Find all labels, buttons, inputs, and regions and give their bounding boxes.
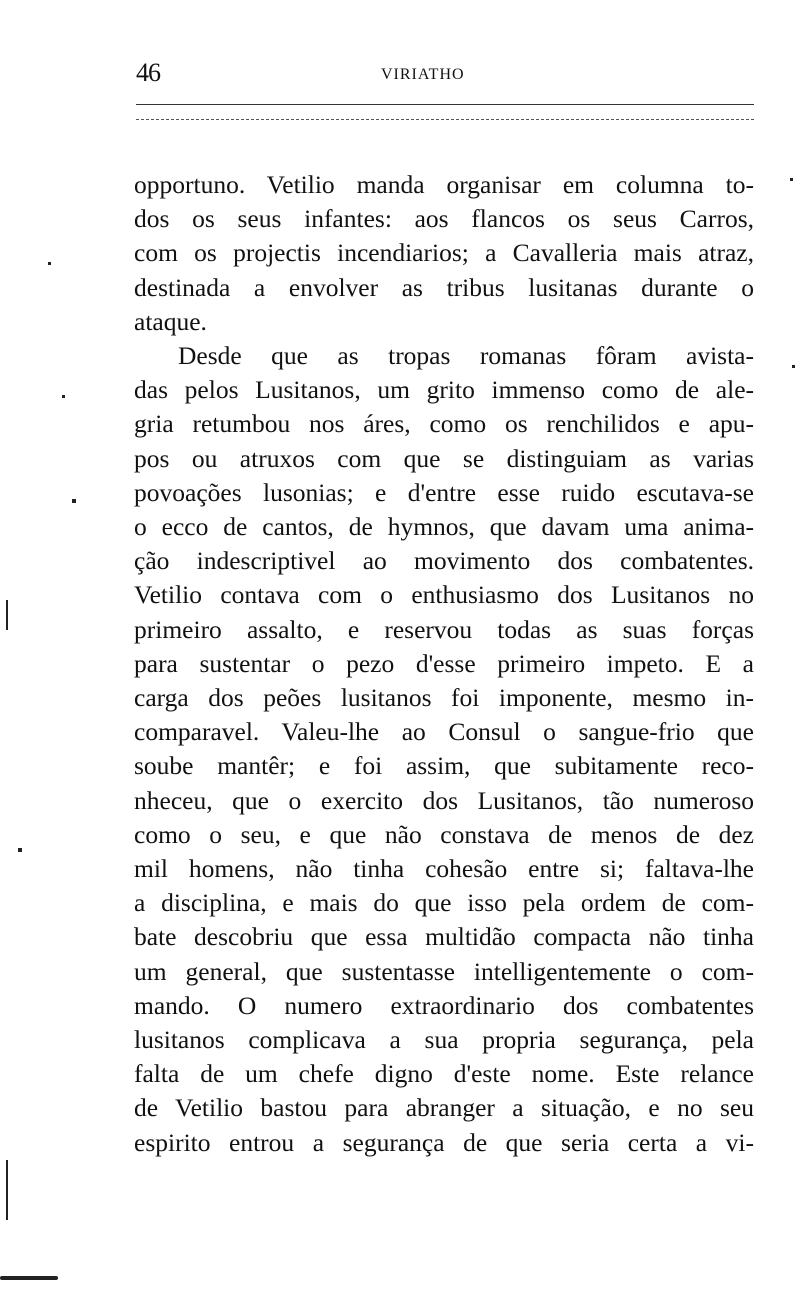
- text-line: Desde que as tropas romanas fôram avista-: [178, 341, 754, 371]
- scan-speck: [6, 600, 8, 630]
- text-line: como o seu, e que não constava de menos de dez: [134, 819, 754, 849]
- text-line: Vetilio contava com o enthusiasmo dos Lusitanos no: [134, 580, 754, 610]
- text-line: mil homens, não tinha cohesão entre si; faltava-lhe: [134, 854, 754, 884]
- page-header: [136, 58, 756, 90]
- header-rule: [136, 104, 754, 105]
- body-text: [134, 168, 754, 1160]
- text-line: soube mantêr; e foi assim, que subitamente reco-: [134, 751, 754, 781]
- scan-speck: [792, 365, 795, 368]
- paragraph-1: [134, 168, 754, 339]
- text-line: dos os seus infantes: aos flancos os seus Carros,: [134, 204, 754, 234]
- text-line: nheceu, que o exercito dos Lusitanos, tão numeroso: [134, 785, 754, 815]
- scan-speck: [62, 395, 65, 398]
- text-line: falta de um chefe digno d'este nome. Este relance: [134, 1059, 754, 1089]
- text-line: com os projectis incendiarios; a Cavalleria mais atraz,: [134, 238, 754, 268]
- running-title: VIRIATHO: [381, 66, 465, 83]
- text-line: destinada a envolver as tribus lusitanas durante o: [134, 272, 754, 302]
- text-line: pos ou atruxos com que se distinguiam as varias: [134, 443, 754, 473]
- scan-speck: [18, 848, 22, 852]
- text-line: de Vetilio bastou para abranger a situação, e no seu: [134, 1093, 754, 1123]
- text-line: para sustentar o pezo d'esse primeiro impeto. E a: [134, 648, 754, 678]
- text-line: mando. O numero extraordinario dos combatentes: [134, 990, 754, 1020]
- scan-speck: [6, 1160, 8, 1220]
- scan-speck: [72, 499, 76, 503]
- text-line: um general, que sustentasse intelligentemente o com-: [134, 956, 754, 986]
- page-number: 46: [136, 58, 160, 87]
- text-line: primeiro assalto, e reservou todas as suas forças: [134, 614, 754, 644]
- text-line: bate descobriu que essa multidão compacta não tinha: [134, 922, 754, 952]
- text-line: ção indescriptivel ao movimento dos combatentes.: [134, 546, 754, 576]
- text-line: opportuno. Vetilio manda organisar em columna to-: [134, 170, 754, 199]
- text-line: povoações lusonias; e d'entre esse ruido escutava-se: [134, 477, 754, 507]
- scan-speck: [790, 178, 793, 181]
- text-line: gria retumbou nos áres, como os renchilidos e apu-: [134, 409, 754, 439]
- text-line: ataque.: [134, 306, 207, 336]
- text-line: a disciplina, e mais do que isso pela ordem de com-: [134, 888, 754, 918]
- text-line: lusitanos complicava a sua propria segurança, pela: [134, 1025, 754, 1055]
- text-line: o ecco de cantos, de hymnos, que davam uma anima-: [134, 512, 754, 542]
- text-line: comparavel. Valeu-lhe ao Consul o sangue-frio que: [134, 717, 754, 747]
- text-line: das pelos Lusitanos, um grito immenso como de ale-: [134, 375, 754, 405]
- text-line: carga dos peões lusitanos foi imponente, mesmo in-: [134, 683, 754, 713]
- scan-edge-mark: [0, 1276, 58, 1280]
- paragraph-2: [134, 339, 754, 1160]
- scan-speck: [48, 262, 51, 265]
- text-line: espirito entrou a segurança de que seria certa a vi-: [134, 1127, 754, 1157]
- header-rule-dashed: [136, 119, 754, 120]
